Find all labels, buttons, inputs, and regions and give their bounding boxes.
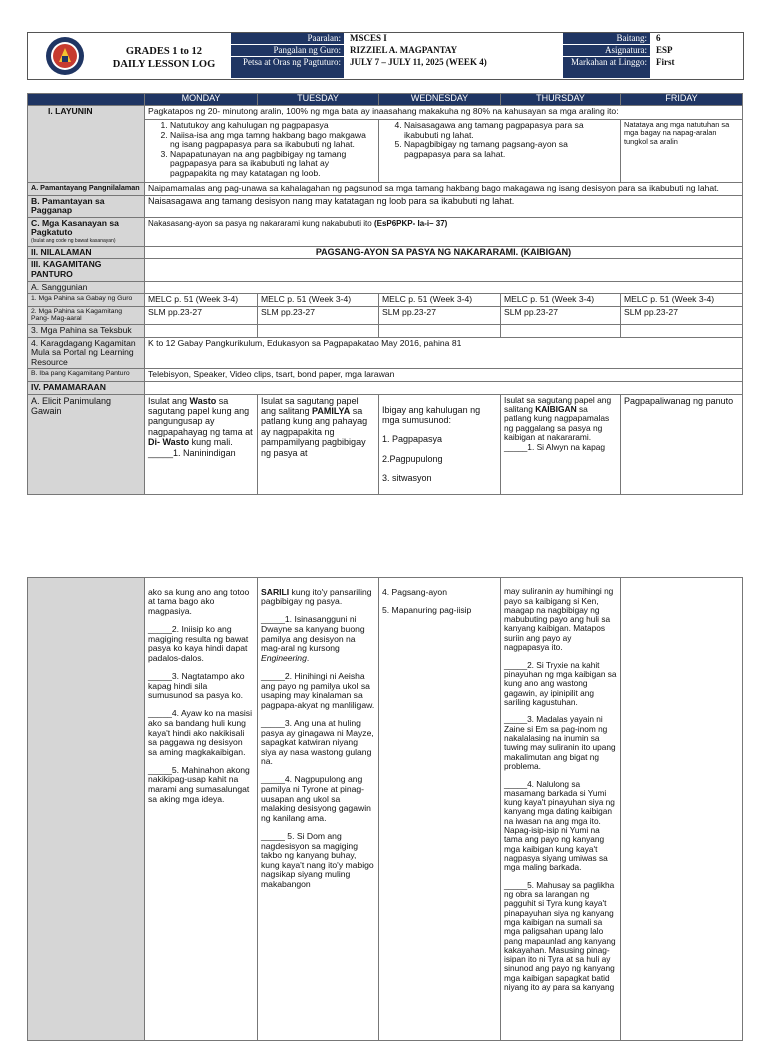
cont-mon-3: _____4. Ayaw ko na masisi ako sa bandang huli kung kaya't hindi ako nakikisali sa paggawa ng desisyon sa aming magkakaibigan. bbox=[148, 708, 252, 757]
row-pamamaraan bbox=[28, 381, 743, 394]
cont-thu-4: _____5. Mahusay sa paglikha ng obra sa larangan ng pagguhit si Tyra kung kaya't pinapayuhan siya ng kanyang mga kaibigan na sumali sa mga paligsahan upang lalo pang mapaunlad ang kanyang kakayahan. Masusing pinag-isipan ito ni Tyra at sa huli ay sinunod ang payo ng kanyang mga kaibigan sapagkat batid niyang ito ay para sa kanyang bbox=[504, 879, 616, 993]
row-kasanayan bbox=[28, 217, 743, 246]
teksbuk-wed bbox=[379, 324, 501, 337]
sanggunian-label: A. Sanggunian bbox=[28, 281, 145, 294]
cont-wednesday bbox=[379, 578, 501, 1041]
elicit-thu-item1: _____1. Si Alwyn na kapag bbox=[504, 441, 606, 452]
grade-value: 6 bbox=[656, 33, 661, 43]
objective-4: 4. Naisasagawa ang tamang pagpapasya para sa ikabubuti ng lahat. bbox=[404, 121, 617, 140]
elicit-monday bbox=[145, 394, 258, 494]
header-title-line1: GRADES 1 to 12 bbox=[125, 46, 203, 57]
corner-cell bbox=[28, 94, 145, 106]
slm-thu: SLM pp.23-27 bbox=[501, 306, 621, 324]
cont-tue-first: kung ito'y pansariling pagbibigay ng pasya. bbox=[261, 586, 372, 607]
day-tuesday: TUESDAY bbox=[258, 94, 379, 106]
row-nilalaman bbox=[28, 246, 743, 259]
quarter-value: First bbox=[656, 57, 675, 67]
cont-friday bbox=[621, 578, 743, 1041]
kagamitan-mag-aaral-label: 2. Mga Pahina sa Kagamitang Pang- Mag-aaral bbox=[28, 306, 145, 324]
elicit-mon-t2: sa sagutang papel kung ang pangungusap ay nagpapahayag ng tama at bbox=[148, 395, 253, 437]
cont-label-cell bbox=[28, 578, 145, 1041]
row-teksbuk bbox=[28, 324, 743, 337]
elicit-thu-t1: Isulat sa sagutang papel ang salitang bbox=[504, 394, 612, 414]
slm-mon: SLM pp.23-27 bbox=[145, 306, 258, 324]
cont-wed-0: 4. Pagsang-ayon bbox=[382, 586, 447, 597]
gabay-mon: MELC p. 51 (Week 3-4) bbox=[145, 294, 258, 307]
slm-fri: SLM pp.23-27 bbox=[621, 306, 743, 324]
cont-tue-2: _____3. Ang una at huling pasya ay ginagawa ni Mayze, sapagkat katwiran niyang siya ay nasa wastong gulang na. bbox=[261, 717, 374, 767]
elicit-friday: Pagpapaliwanag ng panuto bbox=[621, 394, 743, 494]
dll-header bbox=[27, 32, 744, 80]
cont-tue-4: _____ 5. Si Dom ang nagdesisyon sa magiging takbo ng kanyang buhay, kung kaya't nang ito'y mabigo nagsikap siyang muling makabangon bbox=[261, 831, 374, 889]
continuation-row bbox=[28, 578, 743, 1041]
quarter-label: Markahan at Linggo: bbox=[563, 57, 650, 78]
row-iba-pang-kagamitan bbox=[28, 369, 743, 382]
subject-label: Asignatura: bbox=[563, 45, 650, 56]
cont-mon-4: _____5. Mahinahon akong nakikipag-usap kahit na marami ang sumasalungat sa aking mga ideya. bbox=[148, 764, 250, 804]
teksbuk-fri bbox=[621, 324, 743, 337]
row-elicit bbox=[28, 394, 743, 494]
teksbuk-thu bbox=[501, 324, 621, 337]
cont-tue-1: _____2. Hinihingi ni Aeisha ang payo ng pamilya ukol sa usaping may kinalaman sa pagpapa-akyat ng manliligaw. bbox=[261, 670, 375, 710]
elicit-tue-pamilya: PAMILYA bbox=[312, 405, 351, 416]
gabay-fri: MELC p. 51 (Week 3-4) bbox=[621, 294, 743, 307]
layunin-intro-row bbox=[28, 106, 743, 120]
gabay-wed: MELC p. 51 (Week 3-4) bbox=[379, 294, 501, 307]
header-title bbox=[98, 45, 230, 71]
teacher-value: RIZZIEL A. MAGPANTAY bbox=[350, 45, 458, 55]
day-wednesday: WEDNESDAY bbox=[379, 94, 501, 106]
slm-wed: SLM pp.23-27 bbox=[379, 306, 501, 324]
pamantayang-pangnilalaman-label: A. Pamantayang Pangnilalaman bbox=[28, 183, 145, 196]
row-sanggunian bbox=[28, 281, 743, 294]
sanggunian-empty bbox=[145, 281, 743, 294]
elicit-mon-item1: _____1. Naninindigan bbox=[148, 447, 236, 458]
date-label: Petsa at Oras ng Pagtuturo: bbox=[231, 57, 344, 78]
elicit-wed-item2: 2.Pagpupulong bbox=[382, 453, 443, 464]
elicit-mon-t3: kung mali. bbox=[189, 437, 233, 448]
elicit-mon-t1: Isulat ang bbox=[148, 395, 190, 406]
pamantayan-pagganap-label: B. Pamantayan sa Pagganap bbox=[28, 195, 145, 217]
teacher-label: Pangalan ng Guro: bbox=[231, 45, 344, 56]
school-label: Paaralan: bbox=[231, 33, 344, 44]
elicit-wednesday bbox=[379, 394, 501, 494]
date-value: JULY 7 – JULY 11, 2025 (WEEK 4) bbox=[350, 57, 487, 67]
pamamaraan-empty bbox=[145, 381, 743, 394]
pamantayang-pangnilalaman-text: Naipamamalas ang pag-unawa sa kahalagahan ng pagsunod sa mga tamang hakbang bago makagawa ng isang desisyon para sa ikabubuti ng lahat. bbox=[145, 183, 743, 196]
continuation-table bbox=[27, 577, 743, 1041]
elicit-label: A. Elicit Panimulang Gawain bbox=[28, 394, 145, 494]
deped-seal-icon bbox=[45, 36, 85, 76]
lesson-table bbox=[27, 93, 743, 495]
nilalaman-label: II. NILALAMAN bbox=[28, 246, 145, 259]
objective-2: 2. Naiisa-isa ang mga tamng hakbang bago makgawa ng isang pagpapasya para sa ikabubuti ng lahat. bbox=[170, 131, 375, 150]
layunin-list-mon-tue bbox=[145, 120, 379, 183]
cont-tuesday: SARILI kung ito'y pansariling pagbibigay ng pasya. _____1. Isinasangguni ni Dwayne sa kanyang buong pamilya ang desisyon na mag-aral ng kursong Engineering. _____2. Hinihingi ni Aeisha ang payo ng pamilya ukol sa usaping may kinalaman sa pagpapa-akyat ng manliligaw. _____3. Ang una at huling pasya ay ginagawa ni Mayze, sapagkat katwiran niyang siya ay nasa wastong gulang na. _____4. Nagpupulong ang pamilya ni Tyrone at pinag-uusapan ang ukol sa malaking desisyong gagawin ng kanilang ama. _____ 5. Si Dom ang nagdesisyon sa magiging takbo ng kanyang buhay, kung kaya't nang ito'y mabigo nagsikap siyang muling makabangon bbox=[258, 578, 379, 1041]
cont-thursday bbox=[501, 578, 621, 1041]
cont-tue-engineering: Engineering bbox=[261, 652, 307, 663]
kasanayan-label bbox=[28, 217, 145, 246]
slm-tue: SLM pp.23-27 bbox=[258, 306, 379, 324]
header-title-line2: DAILY LESSON LOG bbox=[112, 59, 216, 70]
pamamaraan-label: IV. PAMAMARAAN bbox=[28, 381, 145, 394]
kasanayan-label-sub: (Isulat ang code ng bawat kasanayan) bbox=[31, 237, 116, 244]
row-gabay-guro bbox=[28, 294, 743, 307]
kagamitan-label: III. KAGAMITANG PANTURO bbox=[28, 259, 145, 281]
teksbuk-mon bbox=[145, 324, 258, 337]
kasanayan-desc: Nakasasang-ayon sa pasya ng nakararami kung nakabubuti ito bbox=[148, 218, 372, 228]
layunin-label: I. LAYUNIN bbox=[28, 106, 145, 183]
cont-thu-1: _____2. Si Tryxie na kahit pinayuhan ng mga kaibigan sa kung ano ang wastong gagawin, ay ipinipilit ang sariling kagustuhan. bbox=[504, 659, 617, 707]
objective-1: 1. Natutukoy ang kahulugan ng pagpapasya bbox=[170, 121, 375, 131]
cont-tue-3: _____4. Nagpupulong ang pamilya ni Tyrone at pinag-uusapan ang ukol sa malaking desisyong gagawin ng kanilang ama. bbox=[261, 774, 371, 823]
elicit-tuesday bbox=[258, 394, 379, 494]
cont-tue-sarili: SARILI bbox=[261, 586, 290, 597]
kagamitan-empty bbox=[145, 259, 743, 281]
layunin-list-wed-thu bbox=[379, 120, 621, 183]
iba-pang-kagamitan-text: Telebisyon, Speaker, Video clips, tsart, bond paper, mga larawan bbox=[145, 369, 743, 382]
day-header-row bbox=[28, 94, 743, 106]
row-karagdagan bbox=[28, 337, 743, 369]
row-kagamitan bbox=[28, 259, 743, 281]
teksbuk-tue bbox=[258, 324, 379, 337]
elicit-thursday bbox=[501, 394, 621, 494]
day-monday: MONDAY bbox=[145, 94, 258, 106]
cont-thu-2: _____3. Madalas yayain ni Zaine si Em sa pag-inom ng nakalalasing na inumin sa tuwing may suliranin ito upang makalimutan ang bigat ng problema. bbox=[504, 714, 616, 771]
elicit-tue-t1: Isulat sa sagutang papel ang salitang bbox=[261, 395, 359, 416]
elicit-tue-t2: sa patlang kung ang pahayag ay nagpapakita ng pampamilyang pagbibigay ng pasya at bbox=[261, 405, 368, 458]
cont-thu-0: may suliranin ay humihingi ng payo sa kaibigang si Ken, maagap na nagbibigay ng mabubuting payo ang huli sa kanyang kaibigan. Matapos suriin ang payo ay nagpapasya ito. bbox=[504, 586, 614, 653]
elicit-thu-kaibigan: KAIBIGAN bbox=[535, 403, 577, 414]
header-title-block bbox=[28, 33, 231, 79]
cont-tue-0: _____1. Isinasangguni ni Dwayne sa kanyang buong pamilya ang desisyon na mag-aral ng kursong bbox=[261, 614, 365, 654]
iba-pang-kagamitan-label: B. Iba pang Kagamitang Panturo bbox=[28, 369, 145, 382]
day-thursday: THURSDAY bbox=[501, 94, 621, 106]
row-pamantayan-pagganap bbox=[28, 195, 743, 217]
cont-monday bbox=[145, 578, 258, 1041]
gabay-thu: MELC p. 51 (Week 3-4) bbox=[501, 294, 621, 307]
grade-label: Baitang: bbox=[563, 33, 650, 44]
cont-wed-1: 5. Mapanuring pag-iisip bbox=[382, 604, 472, 615]
objective-5: 5. Napagbibigay ng tamang pagsang-ayon sa pagpapasya para sa lahat. bbox=[404, 140, 617, 159]
karagdagan-text: K to 12 Gabay Pangkurikulum, Edukasyon sa Pagpapakatao May 2016, pahina 81 bbox=[145, 337, 743, 369]
subject-value: ESP bbox=[656, 45, 673, 55]
layunin-intro: Pagkatapos ng 20- minutong aralin, 100% ng mga bata ay inaasahang makakuha ng 80% na kahusayan sa mga araling ito: bbox=[145, 106, 743, 120]
school-value: MSCES I bbox=[350, 33, 387, 43]
layunin-friday: Natataya ang mga natutuhan sa mga bagay na napag-aralan tungkol sa aralin bbox=[621, 120, 743, 183]
cont-mon-0: ako sa kung ano ang totoo at tama bago ako magpasiya. bbox=[148, 586, 250, 616]
teksbuk-label: 3. Mga Pahina sa Teksbuk bbox=[28, 324, 145, 337]
nilalaman-text: PAGSANG-AYON SA PASYA NG NAKARARAMI. (KAIBIGAN) bbox=[145, 246, 743, 259]
kasanayan-code: (EsP6PKP- Ia-i– 37) bbox=[373, 218, 448, 228]
kasanayan-label-main: C. Mga Kasanayan sa Pagkatuto bbox=[31, 217, 119, 238]
gabay-guro-label: 1. Mga Pahina sa Gabay ng Guro bbox=[28, 294, 145, 307]
elicit-mon-diwasto: Di- Wasto bbox=[148, 437, 190, 448]
objective-3: 3. Napapatunayan na ang pagbibigay ng tamang pagpapasya para sa ikabubuti ng lahat ay pagpapakita ng may katatagan ng loob. bbox=[170, 150, 375, 179]
day-friday: FRIDAY bbox=[621, 94, 743, 106]
elicit-mon-wasto: Wasto bbox=[189, 395, 217, 406]
cont-mon-1: _____2. Iniisip ko ang magiging resulta ng bawat pasya ko kaya hindi dapat padalos-dalos. bbox=[148, 623, 249, 663]
elicit-wed-item3: 3. sitwasyon bbox=[382, 473, 432, 484]
karagdagan-label: 4. Karagdagang Kagamitan Mula sa Portal ng Learning Resource bbox=[28, 337, 145, 369]
cont-thu-3: _____4. Nalulong sa masamang barkada si Yumi kung kaya't pinayuhan siya ng kanyang mga dating kaibigan na iwasan na ang mga ito. Napag-isip-isip ni Yumi na tama ang payo ng kanyang mga kaibigan kung kaya't nagpasya siyang umiwas sa mga maling barkada. bbox=[504, 778, 615, 873]
row-pamantayang-pangnilalaman bbox=[28, 183, 743, 196]
gabay-tue: MELC p. 51 (Week 3-4) bbox=[258, 294, 379, 307]
pamantayan-pagganap-text: Naisasagawa ang tamang desisyon nang may katatagan ng loob para sa ikabubuti ng lahat. bbox=[145, 195, 743, 217]
row-kagamitan-mag-aaral bbox=[28, 306, 743, 324]
elicit-thu-t2: sa patlang kung nagpapamalas ng paggalang sa pasya ng kaibigan at nakararami. bbox=[504, 403, 610, 443]
elicit-wed-item1: 1. Pagpapasya bbox=[382, 434, 443, 445]
cont-mon-2: _____3. Nagtatampo ako kapag hindi sila sumusunod sa pasya ko. bbox=[148, 670, 245, 701]
kasanayan-text bbox=[145, 217, 743, 246]
elicit-wed-intro: Ibigay ang kahulugan ng mga sumusunod: bbox=[382, 404, 481, 425]
